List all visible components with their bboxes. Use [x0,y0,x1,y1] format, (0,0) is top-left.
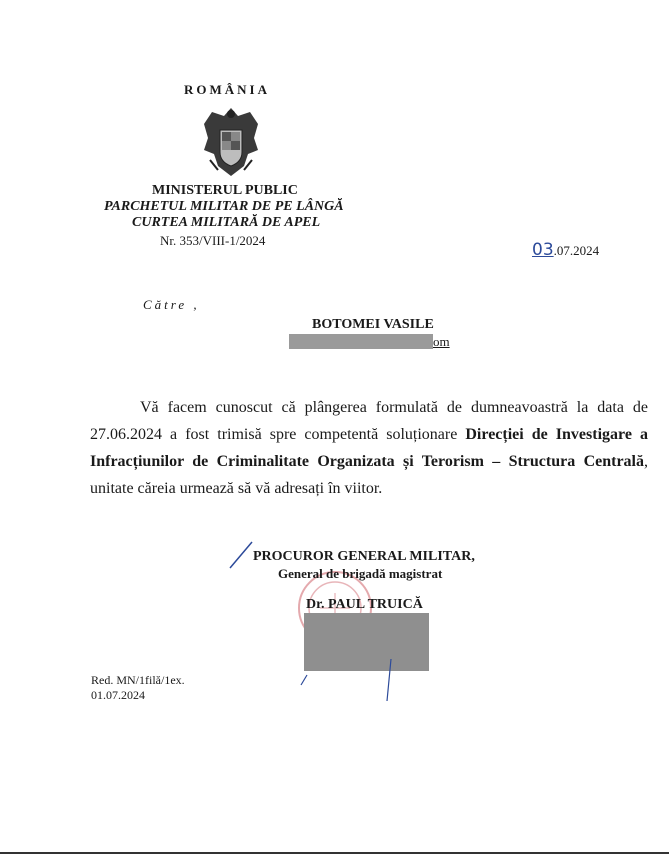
body-text-bold: Direcției de Investigare a Infracțiunilor de Criminalitate Organizata și Terorism – Structura Centrală [90,426,648,470]
redacted-email [289,334,433,349]
handwritten-day: 03 [532,240,554,260]
office-name-line1: PARCHETUL MILITAR DE PE LÂNGĂ [104,199,344,214]
handwritten-signature-icon [295,645,415,705]
body-text-part2: , unitate căreia urmează să vă adresați în viitor. [90,453,648,497]
email-tail: om [433,334,450,349]
signatory-title: PROCUROR GENERAL MILITAR, [253,549,475,564]
signatory-rank: General de brigadă magistrat [278,566,443,581]
drafting-reference: Red. MN/1filă/1ex. [91,673,185,687]
country-heading: ROMÂNIA [184,82,270,97]
drafting-date: 01.07.2024 [91,688,145,702]
recipient-name: BOTOMEI VASILE [312,317,434,332]
signature-stroke-icon [226,540,256,570]
document-date [532,240,599,260]
body-text-part1: Vă facem cunoscut că plângerea formulată de dumneavoastră la data de 27.06.2024 a fost trimisă spre competentă soluționare [90,399,648,443]
registration-number: Nr. 353/VIII-1/2024 [160,233,266,248]
page-edge-divider [0,852,669,854]
coat-of-arms-icon [198,104,264,180]
signatory-name: Dr. PAUL TRUICĂ [306,597,423,612]
salutation: Către , [143,297,200,312]
date-month-year: .07.2024 [553,243,600,258]
letter-body [90,394,648,502]
ministry-name: MINISTERUL PUBLIC [152,183,298,198]
office-name-line2: CURTEA MILITARĂ DE APEL [132,215,321,230]
